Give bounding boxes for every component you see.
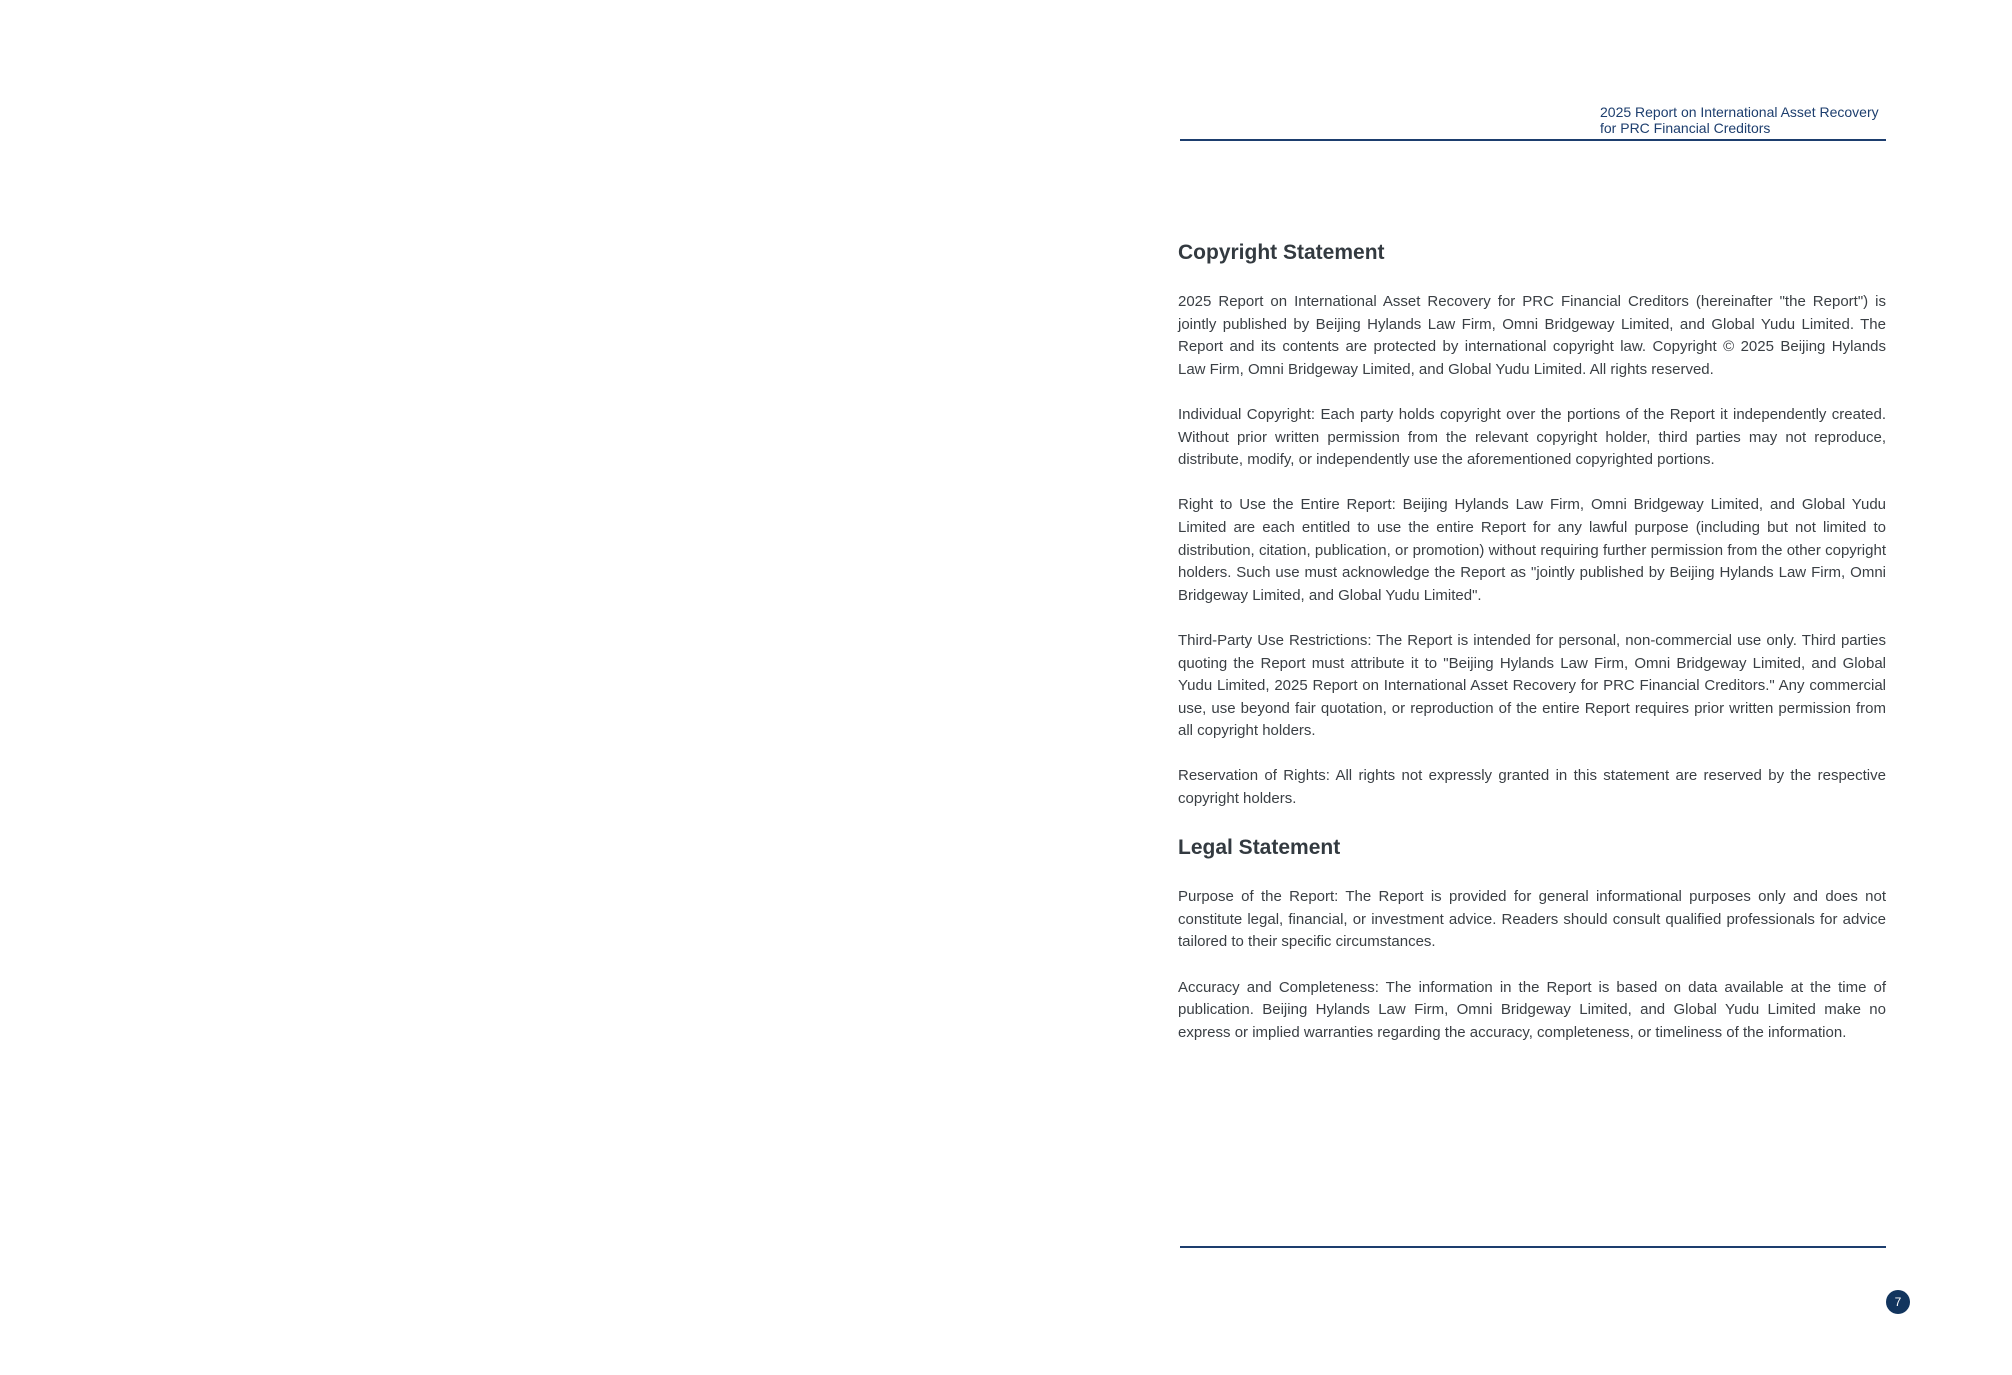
legal-paragraph-accuracy: Accuracy and Completeness: The information in the Report is based on data available at the time of publication. Beijing Hylands Law Firm, Omni Bridgeway Limited, and Global Yudu Limited make no express or implied warranties regarding the accuracy, completeness, or timeliness of the information. bbox=[1178, 978, 1886, 1041]
left-blank-page bbox=[0, 0, 1005, 1375]
footer-divider bbox=[1180, 1246, 1886, 1248]
running-header-line-2: for PRC Financial Creditors bbox=[1600, 120, 1771, 136]
header-divider bbox=[1180, 139, 1886, 141]
page-number-badge: 7 bbox=[1886, 1290, 1910, 1314]
copyright-paragraph-reservation: Reservation of Rights: All rights not expressly granted in this statement are reserved by the respective copyright holders. bbox=[1178, 767, 1886, 808]
copyright-paragraph-third-party: Third-Party Use Restrictions: The Report is intended for personal, non-commercial use only. Third parties quoting the Report must attribute it to "Beijing Hylands Law Firm, Omni Bridgeway Limited, and Global Yudu Limited, 2025 Report on International Asset Recovery for PRC Financial Creditors." Any commercial use, use beyond fair quotation, or reproduction of the entire Report requires prior written permission from all copyright holders. bbox=[1178, 631, 1886, 740]
legal-statement-heading: Legal Statement bbox=[1178, 836, 1341, 860]
running-header bbox=[1600, 104, 1886, 136]
copyright-paragraph-individual: Individual Copyright: Each party holds copyright over the portions of the Report it independently created. Without prior written permission from the relevant copyright holder, third parties may not reproduce, distribute, modify, or independently use the aforementioned copyrighted portions. bbox=[1178, 405, 1886, 469]
legal-paragraph-purpose: Purpose of the Report: The Report is provided for general informational purposes only and does not constitute legal, financial, or investment advice. Readers should consult qualified professionals for advice tailored to their specific circumstances. bbox=[1178, 888, 1886, 951]
copyright-statement-heading: Copyright Statement bbox=[1178, 241, 1385, 264]
running-header-line-1: 2025 Report on International Asset Recovery bbox=[1600, 104, 1879, 120]
copyright-paragraph-right-to-use: Right to Use the Entire Report: Beijing Hylands Law Firm, Omni Bridgeway Limited, and Global Yudu Limited are each entitled to use the entire Report for any lawful purpose (including but not limited to distribution, citation, publication, or promotion) without requiring further permission from the other copyright holders. Such use must acknowledge the Report as "jointly published by Beijing Hylands Law Firm, Omni Bridgeway Limited, and Global Yudu Limited". bbox=[1178, 496, 1886, 604]
copyright-paragraph-intro: 2025 Report on International Asset Recovery for PRC Financial Creditors (hereinafter "the Report") is jointly published by Beijing Hylands Law Firm, Omni Bridgeway Limited, and Global Yudu Limited. The Report and its contents are protected by international copyright law. Copyright © 2025 Beijing Hylands Law Firm, Omni Bridgeway Limited, and Global Yudu Limited. All rights reserved. bbox=[1178, 293, 1886, 378]
page-content bbox=[1178, 238, 1886, 1067]
